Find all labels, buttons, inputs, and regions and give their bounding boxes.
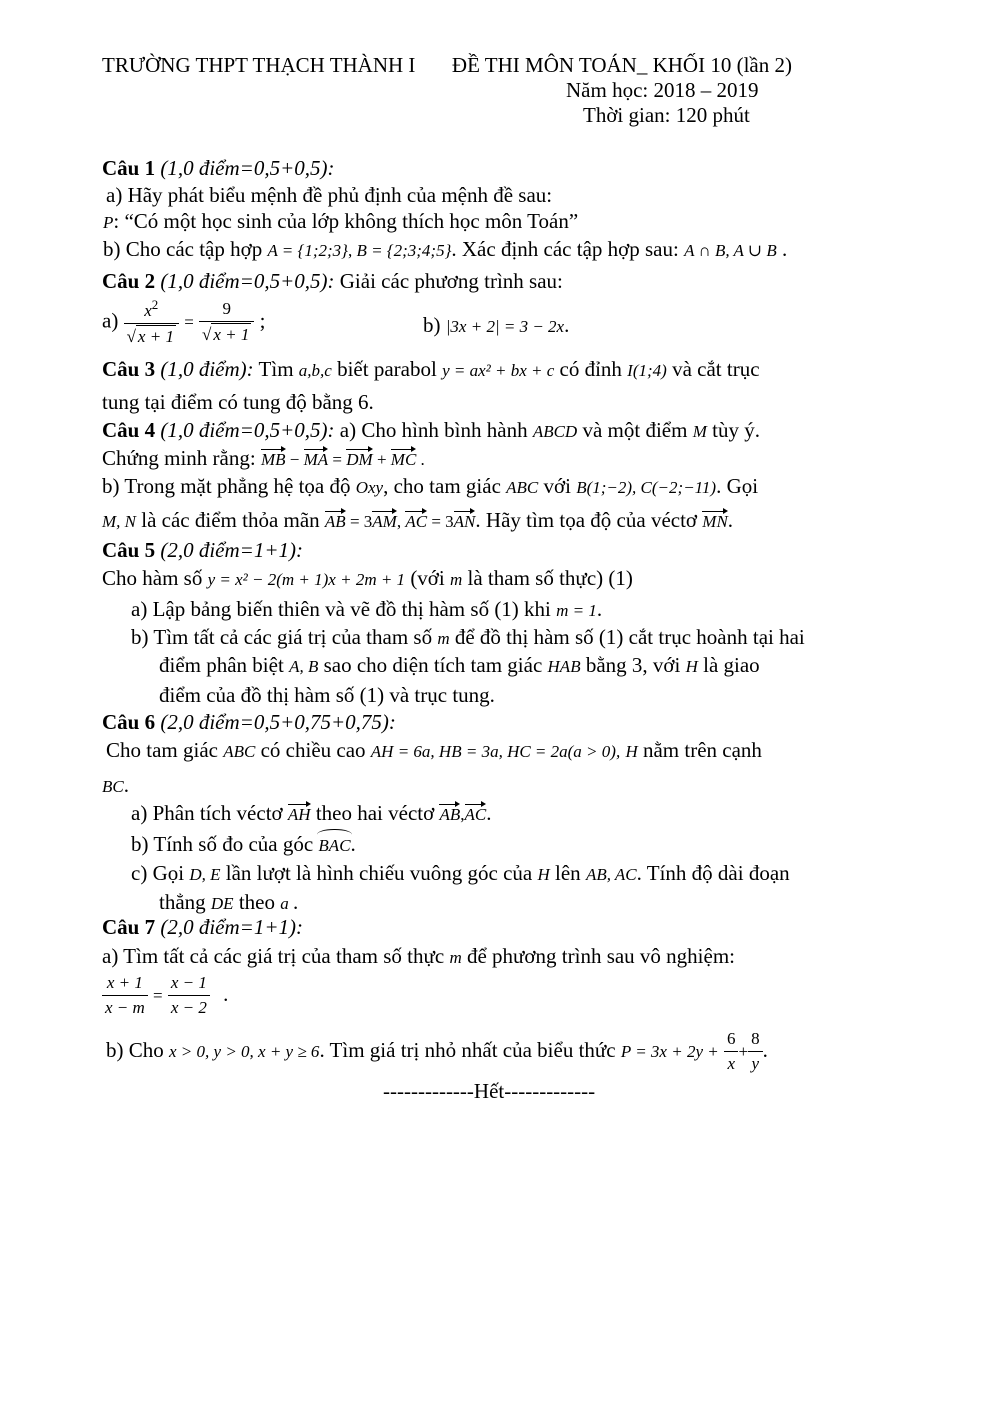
q6-bc: BC <box>102 777 124 796</box>
q4-b-text4: . Gọi <box>716 474 759 498</box>
q5-func: y = x² − 2(m + 1)x + 2m + 1 <box>207 570 406 589</box>
q2-a-num-right: 9 <box>199 298 254 322</box>
q4-a-text: a) Cho hình bình hành <box>339 418 528 442</box>
q6-c-end: . <box>292 890 299 914</box>
q5-b-line-2 <box>159 652 760 680</box>
q4-a-text3: tùy ý. <box>712 418 760 442</box>
q5-b-line-3: điểm của đồ thị hàm số (1) và trục tung. <box>159 683 495 707</box>
q6-de: D, E <box>189 865 221 884</box>
q5-a-text: a) Lập bảng biến thiên và vẽ đồ thị hàm số (1) khi <box>131 597 551 621</box>
q7-f1-den: x − m <box>105 998 145 1018</box>
q7-a-end: . <box>223 981 229 1006</box>
q2-a-den-left: x + 1 <box>136 325 176 348</box>
q3-line-2: tung tại điểm có tung độ bằng 6. <box>102 390 374 414</box>
q5-a-end: . <box>596 597 603 621</box>
sqrt-icon: √ <box>202 325 212 345</box>
q7-b: b) Cho x > 0, y > 0, x + y ≥ 6. Tìm giá trị nhỏ nhất của biểu thức P = 3x + 2y + $\frac{6}{x}$ + $\frac{8}{y}$ . <box>106 1028 768 1076</box>
q3-eq: y = ax² + bx + c <box>442 361 555 380</box>
sqrt-icon: √ <box>126 327 136 347</box>
q1-b-prefix: b) Cho các tập hợp <box>103 237 263 261</box>
q6-h: H <box>625 742 638 761</box>
q3-points: (1,0 điểm): <box>160 357 254 381</box>
vector-ab-q6: AB <box>439 804 460 826</box>
q2-a-label: a) <box>102 308 119 333</box>
q7-a <box>102 943 735 971</box>
q7-a2: để phương trình sau vô nghiệm: <box>466 944 736 968</box>
q4-points: (1,0 điểm=0,5+0,5): <box>160 418 335 442</box>
q4-prove: Chứng minh rằng: <box>102 446 256 470</box>
q5-a-cond: m = 1 <box>556 601 597 620</box>
exam-title: ĐỀ THI MÔN TOÁN_ KHỐI 10 (lần 2) <box>451 53 792 77</box>
q7-f2-num: x − 1 <box>168 972 210 996</box>
q6-a-var: a <box>280 894 289 913</box>
q4-mn: M, N <box>102 512 136 531</box>
q6-a2: theo hai véctơ <box>315 801 435 825</box>
q3-vertex: I(1;4) <box>627 361 667 380</box>
vector-ac-q6: AC <box>465 804 487 826</box>
q7-b2: . Tìm giá trị nhỏ nhất của biểu thức <box>319 1037 616 1062</box>
q5-b1: b) Tìm tất cả các giá trị của tham số <box>131 625 433 649</box>
q4-b-text2: , cho tam giác <box>383 474 501 498</box>
q5-b2b: sao cho diện tích tam giác <box>323 653 543 677</box>
q5-points: (2,0 điểm=1+1): <box>160 538 304 562</box>
vector-dm: DM <box>346 449 372 471</box>
q2-a-end: ; <box>259 308 266 333</box>
exam-duration: Thời gian: 120 phút <box>583 103 750 127</box>
q7-f3-den: x <box>727 1054 735 1074</box>
q5-m: m <box>450 570 463 589</box>
q3-t2: biết parabol <box>337 357 437 381</box>
q1-b-middle: . Xác định các tập hợp sau: <box>451 237 679 261</box>
q5-hab: HAB <box>547 657 581 676</box>
q6-c-line-2 <box>159 889 298 917</box>
q6-intro-text: Cho tam giác <box>106 738 218 762</box>
q6-heading <box>102 709 396 737</box>
q6-c3: lên <box>555 861 581 885</box>
q7-a1: a) Tìm tất cả các giá trị của tham số thực <box>102 944 445 968</box>
q2-b-label: b) <box>423 313 441 337</box>
q3-t3: có đỉnh <box>559 357 622 381</box>
q5-intro3: là tham số thực) (1) <box>467 566 633 590</box>
q6-b <box>131 831 356 859</box>
q2-a-num-left-exp: 2 <box>151 297 159 312</box>
q3-label: Câu 3 <box>102 357 156 381</box>
q2-a: a) $\frac{x^2}{√ x + 1}$ = $\frac{9}{√ x + 1}$ ; <box>102 296 266 349</box>
q7-f1-num: x + 1 <box>102 972 148 996</box>
q5-label: Câu 5 <box>102 538 156 562</box>
q6-b1: b) Tính số đo của góc <box>131 832 314 856</box>
q7-f2-den: x − 2 <box>170 998 207 1018</box>
q2-text: Giải các phương trình sau: <box>339 269 563 293</box>
q5-intro-text: Cho hàm số <box>102 566 203 590</box>
q6-c5: thẳng <box>159 890 206 914</box>
q4-a-text2: và một điểm <box>582 418 688 442</box>
q7-fraction-1 <box>102 972 148 1020</box>
q2-label: Câu 2 <box>102 269 156 293</box>
q4-abc: ABC <box>506 478 539 497</box>
q4-b-text5: là các điểm thỏa mãn <box>141 508 320 532</box>
q6-b-end: . <box>350 832 356 856</box>
q7-b-end: . <box>762 1037 768 1062</box>
vector-ac: AC <box>405 511 427 533</box>
vector-ab: AB <box>325 511 346 533</box>
q1-set-a: A = {1;2;3} <box>267 241 348 260</box>
q5-intro2: (với <box>410 566 445 590</box>
q7-f3-num: 6 <box>724 1028 739 1052</box>
q1-p-text: : “Có một học sinh của lớp không thích học môn Toán” <box>113 209 579 233</box>
q1-a: a) Hãy phát biểu mệnh đề phủ định của mệnh đề sau: <box>106 183 553 207</box>
school-year: Năm học: 2018 – 2019 <box>566 78 759 102</box>
q2-a-right-fraction <box>199 298 254 347</box>
q4-line-4: M, N là các điểm thỏa mãn AB = 3AM, AC = 3AN. Hãy tìm tọa độ của véctơ MN. <box>102 508 734 532</box>
q6-abac: AB, AC <box>585 865 637 884</box>
q5-b1b: để đồ thị hàm số (1) cắt trục hoành tại hai <box>454 625 805 649</box>
q6-c4: . Tính độ dài đoạn <box>636 861 790 885</box>
q6-c6: theo <box>238 890 275 914</box>
q7-a-equation: $\frac{x + 1}{x - m}$ = $\frac{x - 1}{x - 2}$ . <box>102 972 228 1020</box>
q4-line-1 <box>102 417 760 445</box>
q7-m: m <box>449 948 462 967</box>
q6-intro <box>106 737 762 765</box>
q6-points: (2,0 điểm=0,5+0,75+0,75): <box>160 710 396 734</box>
q7-f4-den: y <box>751 1054 760 1074</box>
angle-bac: BAC <box>318 835 350 857</box>
q6-a-end: . <box>486 801 492 825</box>
q2-heading <box>102 268 563 296</box>
q2-a-num-left: x <box>144 301 152 320</box>
q3-line-1 <box>102 356 760 384</box>
vector-ah: AH <box>288 804 311 826</box>
q1-proposition <box>103 208 578 236</box>
q1-points: (1,0 điểm=0,5+0,5): <box>160 156 335 180</box>
q6-intro2: có chiều cao <box>260 738 366 762</box>
q1-b-sets: A ∩ B, A ∪ B <box>684 241 777 260</box>
q5-heading <box>102 537 303 565</box>
q5-b-line-1 <box>131 624 805 652</box>
vector-ma: MA <box>304 449 329 471</box>
q6-a1: a) Phân tích véctơ <box>131 801 283 825</box>
q4-line-3 <box>102 473 758 501</box>
q2-b-eq: |3x + 2| = 3 − 2x <box>445 317 565 336</box>
q7-b1: b) Cho <box>106 1037 164 1062</box>
q2-a-den-right: x + 1 <box>211 323 251 346</box>
q7-label: Câu 7 <box>102 915 156 939</box>
q3-vars: a,b,c <box>298 361 332 380</box>
q2-b <box>423 312 569 340</box>
q7-heading <box>102 914 303 942</box>
vector-mb: MB <box>261 449 286 471</box>
q7-cond: x > 0, y > 0, x + y ≥ 6 <box>169 1041 320 1061</box>
q6-de2: DE <box>210 894 234 913</box>
q7-fraction-2 <box>168 972 210 1020</box>
q4-m: M <box>692 422 707 441</box>
q1-label: Câu 1 <box>102 156 156 180</box>
q7-fraction-3 <box>724 1028 739 1076</box>
vector-mc: MC <box>391 449 417 471</box>
q6-abc: ABC <box>223 742 256 761</box>
q6-bc-line <box>102 772 129 800</box>
q6-intro3: nằm trên cạnh <box>642 738 762 762</box>
q6-bc-end: . <box>123 773 129 797</box>
school-name: TRƯỜNG THPT THẠCH THÀNH I <box>102 53 416 77</box>
q5-intro <box>102 565 633 593</box>
q3-t1: Tìm <box>258 357 294 381</box>
q5-b2d: là giao <box>703 653 760 677</box>
q4-b-text: b) Trong mặt phẳng hệ tọa độ <box>102 474 351 498</box>
q4-oxy: Oxy <box>355 478 384 497</box>
q5-a <box>131 596 602 624</box>
q5-ab: A, B <box>289 657 319 676</box>
q2-b-end: . <box>564 313 570 337</box>
q4-b-text6: . Hãy tìm tọa độ của véctơ <box>475 508 698 532</box>
vector-an: AN <box>454 511 476 533</box>
q1-b: b) Cho các tập hợp A = {1;2;3}, B = {2;3;4;5}. Xác định các tập hợp sau: A ∩ B, A ∪ B . <box>103 237 788 261</box>
vector-mn: MN <box>702 511 728 533</box>
q4-abcd: ABCD <box>532 422 578 441</box>
q7-p-expr: P = 3x + 2y + <box>620 1041 719 1061</box>
q2-points: (1,0 điểm=0,5+0,5): <box>160 269 335 293</box>
q6-c1: c) Gọi <box>131 861 185 885</box>
q6-a: a) Phân tích véctơ AH theo hai véctơ AB,AC. <box>131 801 492 825</box>
q4-b-text3: với <box>543 474 571 498</box>
q1-b-end: . <box>781 237 788 261</box>
q5-b2: điểm phân biệt <box>159 653 284 677</box>
end-marker: -------------Hết------------- <box>383 1079 596 1103</box>
q1-set-b: B = {2;3;4;5} <box>356 241 452 260</box>
q4-points-bc: B(1;−2), C(−2;−11) <box>576 478 717 497</box>
q7-fraction-4 <box>748 1028 763 1076</box>
q2-a-left-fraction <box>124 296 179 349</box>
q4-b-end: . <box>727 508 734 532</box>
q7-points: (2,0 điểm=1+1): <box>160 915 304 939</box>
q6-heights: AH = 6a, HB = 3a, HC = 2a(a > 0), <box>370 742 621 761</box>
q5-h: H <box>685 657 698 676</box>
q1-heading <box>102 155 335 183</box>
q4-line-2: Chứng minh rằng: MB − MA = DM + MC . <box>102 446 425 470</box>
q6-c-line-1 <box>131 860 790 888</box>
q6-c-h: H <box>537 865 550 884</box>
vector-am: AM <box>372 511 397 533</box>
q3-t4: và cắt trục <box>672 357 760 381</box>
q7-f4-num: 8 <box>748 1028 763 1052</box>
q1-p-symbol: P <box>103 213 114 232</box>
header-line-1 <box>102 52 792 80</box>
q6-c2: lần lượt là hình chiếu vuông góc của <box>225 861 533 885</box>
q6-label: Câu 6 <box>102 710 156 734</box>
q5-b-m: m <box>437 629 450 648</box>
q5-b2c: bằng 3, với <box>585 653 681 677</box>
q4-label: Câu 4 <box>102 418 156 442</box>
